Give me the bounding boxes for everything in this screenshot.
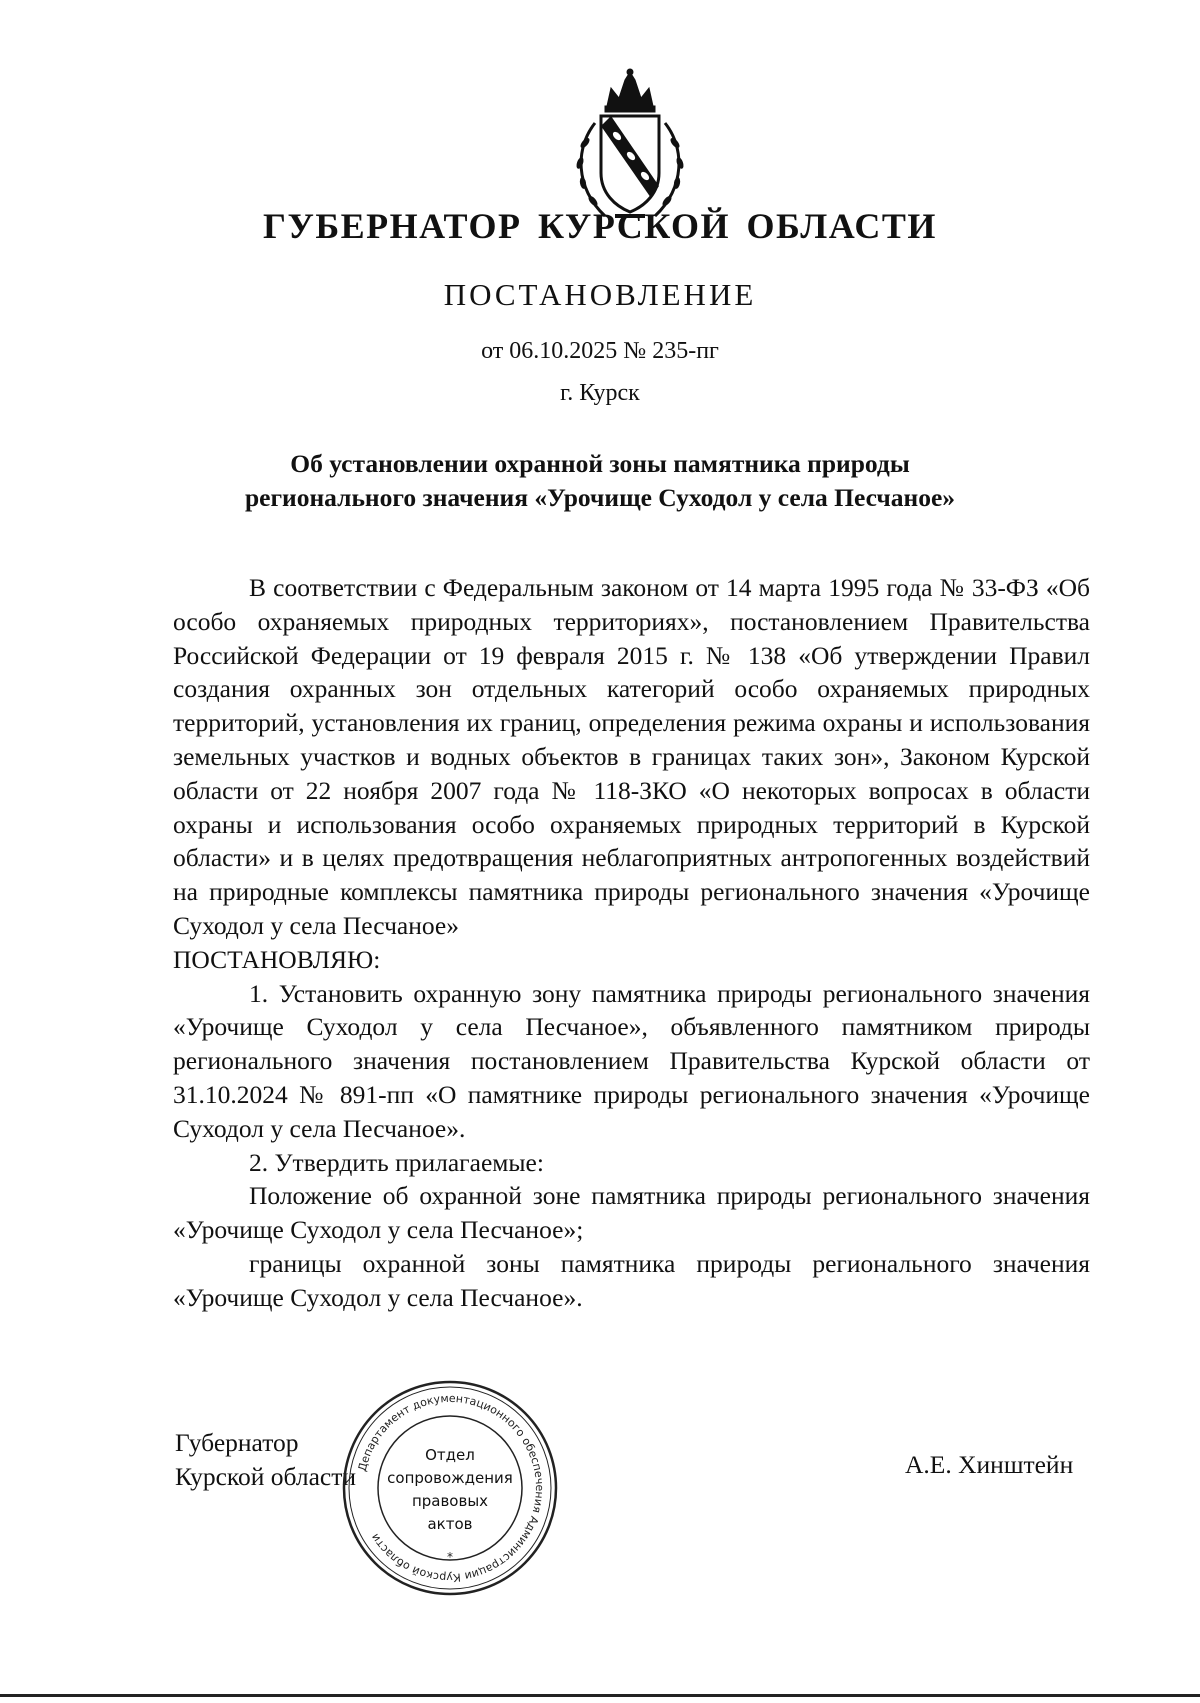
document-type: ПОСТАНОВЛЕНИЕ [443, 277, 757, 312]
item-2b-paragraph: границы охранной зоны памятника природы регионального значения «Урочище Суходол у села Песчаное». [173, 1248, 1090, 1312]
signature-position-line-1: Губернатор [175, 1428, 299, 1457]
svg-text:*: * [447, 1550, 453, 1564]
signature-position-line-2: Курской области [175, 1462, 357, 1491]
page-bottom-edge [0, 1694, 1200, 1697]
official-stamp [340, 1378, 560, 1598]
stamp-center-line-1: Отдел [425, 1446, 475, 1464]
signatory-name: А.Е. Хинштейн [905, 1450, 1074, 1479]
signature-position [175, 1426, 356, 1494]
stamp-center-line-3: правовых [411, 1492, 489, 1510]
authority-title: ГУБЕРНАТОР КУРСКОЙ ОБЛАСТИ [263, 206, 937, 246]
subject-line-2: регионального значения «Урочище Суходол у села Песчаное» [244, 483, 956, 512]
item-2a-paragraph: Положение об охранной зоне памятника природы регионального значения «Урочище Суходол у села Песчаное»; [173, 1181, 1090, 1245]
item-1-paragraph: 1. Установить охранную зону памятника природы регионального значения «Урочище Суходол у села Песчаное», объявленного памятником природы регионального значения постановлением Правительства Курской области от 31.10.2024 № 891-пп «О памятнике природы регионального значения «Урочище Суходол у села Песчаное». [173, 978, 1090, 1143]
coat-of-arms-emblem [565, 68, 695, 228]
decree-word: ПОСТАНОВЛЯЮ: [173, 944, 381, 974]
item-2-paragraph: 2. Утвердить прилагаемые: [249, 1147, 544, 1177]
subject-line-1: Об установлении охранной зоны памятника природы [290, 449, 910, 478]
stamp-center-line-4: актов [427, 1515, 473, 1533]
document-city: г. Курск [560, 380, 640, 406]
document-subject [150, 447, 1050, 515]
stamp-ring-text: Департамент документационного обеспечения Администрации Курской области [355, 1391, 547, 1585]
stamp-center-line-2: сопровождения [387, 1469, 513, 1487]
document-body [173, 571, 1090, 1315]
preamble-paragraph: В соответствии с Федеральным законом от 14 марта 1995 года № 33-ФЗ «Об особо охраняемых природных территориях», постановлением Правительства Российской Федерации от 19 февраля 2015 г. № 138 «Об утверждении Правил создания охранных зон отдельных категорий особо охраняемых природных территорий, установления их границ, определения режима охраны и использования земельных участков и водных объектов в границах таких зон», Законом Курской области от 22 ноября 2007 года № 118-ЗКО «О некоторых вопросах в области охраны и использования особо охраняемых природных территорий в Курской области» и в целях предотвращения неблагоприятных антропогенных воздействий на природные комплексы памятника природы регионального значения «Урочище Суходол у села Песчаное» [173, 573, 1090, 940]
document-number-date: от 06.10.2025 № 235-пг [481, 338, 719, 364]
